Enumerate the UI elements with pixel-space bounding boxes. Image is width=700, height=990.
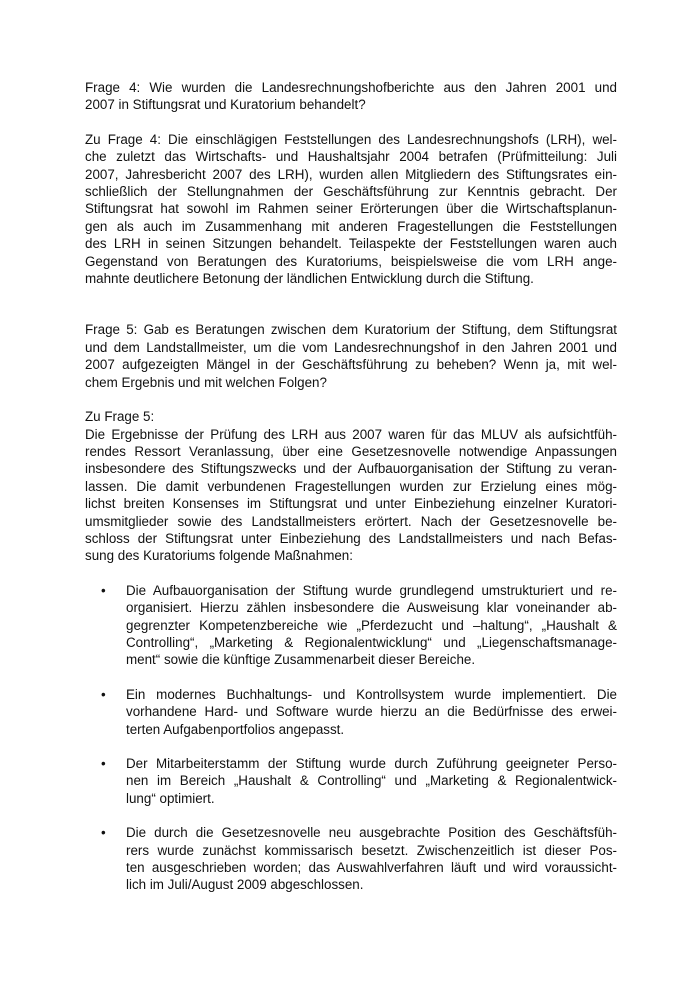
text-line: Die Ergebnisse der Prüfung des LRH aus 2007 waren für das MLUV als aufsichtfüh- [85, 426, 617, 442]
text-line: lichst breiten Konsenses im Stiftungsrat und unter Einbeziehung einzelner Kuratori- [85, 496, 617, 512]
answer-5 [85, 408, 617, 565]
list-item [85, 582, 617, 669]
text-line: Die Aufbauorganisation der Stiftung wurde grundlegend umstrukturiert und re- [126, 582, 617, 598]
document-page [85, 79, 617, 894]
text-line: lassen. Die damit verbundenen Fragestellungen wurden zur Erzielung eines mög- [85, 478, 617, 494]
text-line: umsmitglieder sowie des Landstallmeisters erörtert. Nach der Gesetzesnovelle be- [85, 513, 617, 529]
text-line: ten ausgeschrieben worden; das Auswahlverfahren läuft und wird voraussicht- [126, 860, 617, 876]
text-line: Controlling“, „Marketing & Regionalentwicklung“ und „Liegenschaftsmanage- [126, 634, 617, 650]
question-5 [85, 321, 617, 391]
text-line: mahnte deutlichere Betonung der ländlichen Entwicklung durch die Stiftung. [85, 271, 534, 287]
text-line: schloss der Stiftungsrat unter Einbeziehung des Landstallmeisters und nach Befas- [85, 530, 617, 546]
text-line: des LRH in seinen Sitzungen behandelt. Teilaspekte der Feststellungen waren auch [85, 236, 617, 252]
question-4 [85, 79, 617, 114]
text-line: ment“ sowie die künftige Zusammenarbeit dieser Bereiche. [126, 652, 476, 668]
bullet-icon: • [101, 756, 106, 771]
text-line: rendes Ressort Veranlassung, über eine Gesetzesnovelle notwendige Anpassungen [85, 443, 617, 459]
text-line: Ein modernes Buchhaltungs- und Kontrollsystem wurde implementiert. Die [126, 686, 617, 702]
text-line: chem Ergebnis und mit welchen Folgen? [85, 374, 327, 390]
text-line: 2007, Jahresbericht 2007 des LRH), wurden allen Mitgliedern des Stiftungsrates ein- [85, 166, 617, 182]
text-line: 2007 in Stiftungsrat und Kuratorium behandelt? [85, 97, 366, 113]
text-line: sung des Kuratoriums folgende Maßnahmen: [85, 548, 353, 564]
text-line: gegrenzter Kompetenzbereiche wie „Pferdezucht und –haltung“, „Haushalt & [126, 617, 617, 633]
text-line: Zu Frage 4: Die einschlägigen Feststellungen des Landesrechnungshofs (LRH), wel- [85, 131, 617, 147]
measures-list [85, 582, 617, 894]
text-line: organisiert. Hierzu zählen insbesondere die Ausweisung klar voneinander ab- [126, 600, 617, 616]
bullet-icon: • [101, 825, 106, 841]
text-line: Gegenstand von Beratungen des Kuratoriums, beispielsweise die vom LRH ange- [85, 253, 617, 269]
text-line: che zuletzt das Wirtschafts- und Haushaltsjahr 2004 betrafen (Prüfmitteilung: Juli [85, 149, 617, 165]
bullet-icon: • [101, 582, 106, 598]
text-line: lung“ optimiert. [126, 790, 215, 806]
text-line: 2007 aufgezeigten Mängel in der Geschäftsführung zu beheben? Wenn ja, mit wel- [85, 357, 617, 373]
text-line: terten Aufgabenportfolios angepasst. [126, 721, 345, 737]
text-line: Der Mitarbeiterstamm der Stiftung wurde durch Zuführung geeigneter Perso- [126, 756, 617, 771]
answer-4 [85, 131, 617, 288]
text-line: und dem Landstallmeister, um die vom Landesrechnungshof in den Jahren 2001 und [85, 339, 617, 355]
list-item [85, 686, 617, 738]
bullet-icon: • [101, 686, 106, 702]
text-line: Stiftungsrat hat sowohl im Rahmen seiner Erörterungen über die Wirtschaftsplanun- [85, 201, 617, 217]
text-line: schließlich der Stellungnahmen der Geschäftsführung zur Kenntnis gebracht. Der [85, 184, 617, 200]
text-line: lich im Juli/August 2009 abgeschlossen. [126, 877, 364, 893]
text-line: Frage 5: Gab es Beratungen zwischen dem Kuratorium der Stiftung, dem Stiftungsrat [85, 322, 617, 338]
text-line: nen im Bereich „Haushalt & Controlling“ und „Marketing & Regionalentwick- [126, 773, 617, 789]
answer-heading: Zu Frage 5: [85, 409, 155, 425]
text-line: gen als auch im Zusammenhang mit anderen Fragestellungen die Feststellungen [85, 218, 617, 234]
text-line: rers wurde zunächst kommissarisch besetzt. Zwischenzeitlich ist dieser Pos- [126, 842, 617, 858]
text-line: Die durch die Gesetzesnovelle neu ausgebrachte Position des Geschäftsfüh- [126, 825, 617, 841]
list-item [85, 824, 617, 894]
text-line: Frage 4: Wie wurden die Landesrechnungshofberichte aus den Jahren 2001 und [85, 80, 617, 95]
text-line: vorhandene Hard- und Software wurde hierzu an die Bedürfnisse des erwei- [126, 704, 617, 720]
text-line: insbesondere des Stiftungszwecks und der Aufbauorganisation der Stiftung zu veran- [85, 461, 617, 477]
list-item [85, 755, 617, 807]
